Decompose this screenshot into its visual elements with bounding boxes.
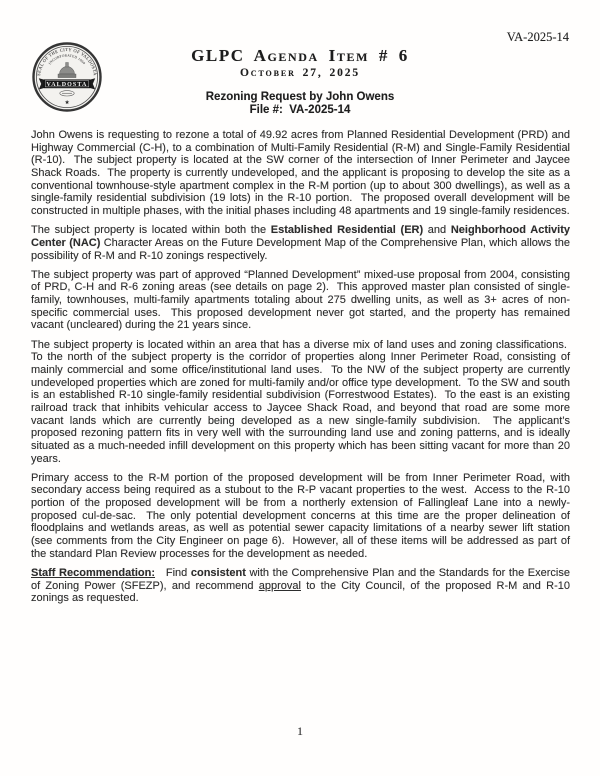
seal-banner-text: VALDOSTA [46,82,88,88]
text-segment: Find [155,566,191,579]
seal-arc-inner-text: INCORPORATED 1860 [47,53,87,66]
text-segment: and [423,224,451,237]
text-segment: Staff Recommendation: [31,566,156,579]
file-number-reference: VA-2025-14 [506,30,569,44]
text-segment: John Owens is requesting to rezone a total of 49.92 acres from Planned Residential Development (PRD) and Highway Commercial (C-H), to a combination of Multi-Family Residential (R-M) and Single-Family Residential (R-10). The subject property is located at the SW corner of the intersection of Inner Perimeter and Jaycee Shack Roads. The property is currently undeveloped, and the applicant is proposing to develop the site as a conventional townhouse-style apartment complex in the R-M portion (up to about 300 dwellings), as well as a single-family residential subdivision (19 lots) in the R-10 portion. The proposed overall development will be constructed in multiple phases, with the initial phases including 48 apartments and 19 single-family residences. [31,129,570,217]
page-number: 1 [297,724,303,738]
paragraph-2004-planned-development [31,269,570,332]
text-segment: Character Areas on the Future Development Map of the Comprehensive Plan, which allows the possibility of R-M and R-10 zonings respectively. [31,236,570,262]
text-segment: Established Residential (ER) [270,224,424,237]
text-segment: Primary access to the R-M portion of the proposed development will be from Inner Perimeter Road, with secondary access being required as a stubout to the R-P vacant properties to the west. Access to the R-10 portion of the proposed development will be from a northerly extension of Fallingleaf Lane into a newly-proposed cul-de-sac. The only potential development concerns at this time are the proper delineation of floodplains and wetlands areas, as well as potential sewer capacity limitations of a nearby sewer lift station (see comments from the City Engineer on page 6). However, all of these items will be addressed as part of the standard Plan Review processes for the development as needed. [31,471,570,560]
paragraph-surrounding-land-uses [31,339,570,466]
request-subtitle-block [0,91,600,117]
seal-arc-top-text: SEAL OF THE CITY OF VALDOSTA [36,46,98,77]
paragraph-staff-recommendation [31,567,570,605]
text-segment: to the City Council, of the proposed R-M and R-10 zonings as requested. [31,579,570,605]
paragraph-access-and-concerns [31,472,570,561]
seal-star-glyph: ★ [64,100,70,107]
text-segment: The subject property is located within both the [31,224,271,237]
agenda-date: October 27, 2025 [239,67,361,79]
text-segment: approval [258,579,301,592]
file-number-line: File #: VA-2025-14 [249,104,351,116]
paragraph-character-areas [31,224,570,262]
text-segment: The subject property was part of approved “Planned Development” mixed-use proposal from 2004, consisting of PRD, C-H and R-6 zoning areas (see details on page 2). This approved master plan consisted of single-family, townhouses, multi-family apartments totaling about 275 dwelling units, as well as 3+ acres of non-specific commercial uses. This proposed development never got started, and the property has remained vacant (uncleared) during the 21 years since. [31,268,570,332]
request-title: Rezoning Request by John Owens [205,91,395,103]
report-body [31,129,570,612]
text-segment: The subject property is located within an area that has a diverse mix of land uses and zoning classifications. To the north of the subject property is the corridor of properties along Inner Perimeter Road, consisting of mainly commercial and some office/institutional land uses. To the NW of the subject property are currently undeveloped properties which are zoned for multi-family and/or office type development. To the SW and south is an established R-10 single-family residential subdivision (Forrestwood Estates). To the east is an existing railroad track that inhibits vehicular access to Jaycee Shack Road, and beyond that road are some more vacant lands which are currently being developed as a new single-family subdivision. The applicant’s proposed rezoning pattern fits in very well with the surrounding land use and zoning patterns, and is ideally situated as a much-needed infill development on this property which has been sitting vacant for more than 20 years. [31,338,570,465]
paragraph-request-summary [31,129,570,218]
text-segment: consistent [190,566,246,579]
text-segment: Neighborhood Activity Center (NAC) [31,224,570,249]
text-segment: with the Comprehensive Plan and the Standards for the Exercise of Zoning Power (SFEZP), and recommend [31,566,570,592]
agenda-header [0,46,600,79]
agenda-item-title: GLPC Agenda Item # 6 [191,46,409,65]
